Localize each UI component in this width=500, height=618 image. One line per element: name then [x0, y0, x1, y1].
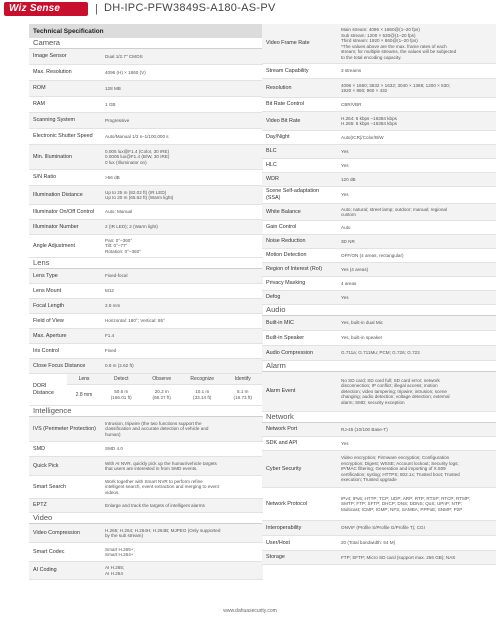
spec-key: HLC	[266, 162, 277, 169]
spec-key: Focal Length	[33, 302, 65, 309]
spec-key: Lens Mount	[33, 287, 62, 294]
spec-value: Smart H.265+; Smart H.264+	[105, 546, 135, 557]
spec-row	[29, 205, 263, 220]
spec-key: Motion Detection	[266, 252, 307, 259]
spec-row	[262, 159, 496, 173]
spec-key: Built-in Speaker	[266, 334, 305, 341]
dori-value-recognize: 10.1 m (33.14 ft)	[193, 389, 212, 400]
spec-key: Storage	[266, 554, 285, 561]
dori-lens-column	[67, 374, 101, 405]
section-video-rows	[29, 524, 263, 580]
spec-title: Technical Specification	[29, 24, 263, 38]
spec-value: RJ-45 (10/100 Base-T)	[341, 426, 388, 432]
spec-value: No SD card; SD card full; SD card error; network disconnection; IP conflict; illegal access; motion detection; video tampering; tripwire; intrusion; scene changing; audio detection; voltage detection; external alarm; SMD; security exception	[341, 377, 450, 405]
spec-key: Defog	[266, 294, 281, 301]
spec-value: With AI NVR, quickly pick up the human/vehicle targets that users are interested in from SMD events.	[105, 460, 217, 471]
spec-value: >56 dB	[105, 174, 120, 180]
spec-value: IPv4; IPv6; HTTP; TCP; UDP; ARP; RTP; RTSP; RTCP; RTMP; SMTP; FTP; SFTP; DHCP; DNS; DDNS; QoS; UPnP; NTP; Multicast; ICMP; IGMP; NFS; SAMBA; PPPoE; SNMP; P2P	[341, 495, 471, 512]
right-spec-column	[262, 24, 496, 565]
spec-row	[262, 551, 496, 565]
spec-row	[262, 187, 496, 204]
spec-value: Main stream: 4096 × 1860@(1–20 fps) Sub stream: 1200 × 530@(1–20 fps) Third stream: 1920 × 860@(1–20 fps) *The values above are the max. frame rates of each stream; for multiple streams, the values will be subjected to the total encoding capacity.	[341, 27, 457, 60]
spec-key: Min. Illumination	[33, 153, 72, 160]
spec-key: Noise Reduction	[266, 238, 306, 245]
section-network-rows	[262, 423, 496, 565]
spec-key: Video Frame Rate	[266, 40, 310, 47]
spec-key: IVS (Perimeter Protection)	[33, 425, 96, 432]
spec-key: Electronic Shutter Speed	[33, 133, 93, 140]
section-video-heading: Video	[29, 513, 263, 524]
spec-value: 0.005 lux@F1.4 (Color, 30 IRE) 0.0005 lux@F1.4 (B/W, 30 IRE) 0 lux (Illuminator on)	[105, 148, 170, 165]
spec-value: Horizontal: 180°; Vertical: 86°	[105, 318, 165, 324]
footer-url: www.dahuasecurity.com	[223, 608, 277, 614]
spec-row	[29, 562, 263, 580]
spec-value: Dual 1/2.7" CMOS	[105, 53, 143, 59]
spec-key: S/N Ratio	[33, 174, 57, 181]
spec-value: G.711a; G.711Mu; PCM; G.726; G.723	[341, 350, 420, 356]
spec-key: ROM	[33, 85, 46, 92]
spec-key: Alarm Event	[266, 388, 296, 395]
spec-value: 4096 (H) × 1860 (V)	[105, 69, 146, 75]
spec-row	[262, 249, 496, 263]
dori-header-observe: Observe	[142, 374, 183, 385]
spec-value: CBR/VBR	[341, 101, 362, 107]
spec-value: OFF/ON (4 areas, rectangular)	[341, 252, 404, 258]
spec-key: Network Protocol	[266, 500, 308, 507]
spec-value: 120 dB	[341, 176, 356, 182]
spec-value: 3 streams	[341, 68, 362, 74]
spec-key: Illuminator Number	[33, 223, 79, 230]
spec-row	[262, 488, 496, 521]
spec-row	[262, 263, 496, 277]
spec-value: Yes, built-in dual Mic	[341, 320, 383, 326]
spec-row	[29, 359, 263, 374]
spec-key: Video Compression	[33, 529, 80, 536]
dori-values-grid	[101, 374, 263, 405]
spec-key: Built-in MIC	[266, 319, 294, 326]
spec-key: Image Sensor	[33, 53, 67, 60]
spec-value: Intrusion, tripwire (the two functions support the classification and accurate detection of vehicle and human)	[105, 420, 209, 437]
section-network-heading: Network	[262, 412, 496, 423]
spec-value: Enlarge and track the targets of intelligent alarms	[105, 502, 205, 508]
spec-value: Yes	[341, 294, 349, 300]
spec-row	[29, 329, 263, 344]
spec-row	[29, 113, 263, 129]
spec-row	[262, 316, 496, 331]
spec-row	[29, 499, 263, 513]
spec-key: Smart Search	[33, 483, 66, 490]
spec-key: SMD	[33, 445, 45, 452]
spec-row	[29, 314, 263, 329]
spec-key: Angle Adjustment	[33, 242, 75, 249]
spec-key: White Balance	[266, 208, 301, 215]
spec-row	[262, 173, 496, 187]
spec-value: 3D NR	[341, 238, 355, 244]
spec-value: SMD 4.0	[105, 446, 123, 452]
section-camera-heading: Camera	[29, 38, 263, 49]
spec-value: 0.8 m (2.62 ft)	[105, 363, 134, 369]
spec-key: Field of View	[33, 317, 64, 324]
spec-value: Fixed-focal	[105, 273, 128, 279]
spec-key: Region of Interest (RoI)	[266, 266, 323, 273]
spec-row	[262, 521, 496, 536]
spec-key: Network Port	[266, 426, 298, 433]
spec-value: Yes	[341, 148, 349, 154]
spec-row	[29, 186, 263, 205]
section-video-continued-rows	[262, 24, 496, 305]
wizsense-logo: Wiz Sense	[4, 2, 88, 16]
spec-value: 2.8 mm	[105, 303, 121, 309]
spec-row	[29, 65, 263, 81]
spec-row	[29, 457, 263, 476]
spec-value: Yes (4 areas)	[341, 266, 369, 272]
spec-key: Quick Pick	[33, 462, 59, 469]
spec-key: BLC	[266, 148, 277, 155]
header-separator: |	[95, 3, 98, 15]
dori-header-recognize: Recognize	[182, 374, 223, 385]
spec-key: Scanning System	[33, 117, 75, 124]
spec-row	[29, 235, 263, 258]
spec-value: 20 (Total bandwidth: 64 M)	[341, 540, 396, 546]
spec-row	[29, 170, 263, 186]
spec-row	[262, 145, 496, 159]
spec-row	[29, 344, 263, 359]
section-camera-rows	[29, 49, 263, 258]
spec-row	[29, 417, 263, 442]
spec-row	[262, 451, 496, 488]
spec-value: Auto; natural; street lamp; outdoor; manual; regional custom	[341, 206, 447, 217]
spec-row	[262, 204, 496, 221]
spec-value: Progressive	[105, 117, 130, 123]
section-alarm-heading: Alarm	[262, 361, 496, 372]
dori-value-identify: 5.1 m (16.73 ft)	[233, 389, 252, 400]
spec-value: 4 areas	[341, 280, 357, 286]
spec-row	[29, 442, 263, 457]
spec-value: H.264: 6 kbps –16384 kbps H.265: 6 kbps –16384 kbps	[341, 115, 397, 126]
spec-row	[29, 220, 263, 235]
spec-key: Video Bit Rate	[266, 117, 301, 124]
section-lens-rows	[29, 269, 263, 374]
spec-key: Audio Compression	[266, 349, 314, 356]
spec-row	[29, 81, 263, 97]
dori-value-detect: 50.6 m (166.01 ft)	[110, 389, 132, 400]
spec-row	[262, 346, 496, 361]
spec-key: User/Host	[266, 539, 290, 546]
spec-row	[29, 476, 263, 499]
spec-row	[262, 221, 496, 235]
dori-label: DORI Distance	[33, 383, 54, 396]
spec-key: Max. Aperture	[33, 332, 67, 339]
spec-value: Fixed	[105, 348, 117, 354]
spec-row	[29, 145, 263, 170]
spec-key: Max. Resolution	[33, 69, 72, 76]
spec-key: Illuminator On/Off Control	[33, 208, 95, 215]
spec-key: Stream Capability	[266, 67, 309, 74]
spec-key: WDR	[266, 176, 279, 183]
spec-key: Resolution	[266, 84, 292, 91]
spec-row	[29, 524, 263, 543]
dori-header-detect: Detect	[101, 374, 142, 385]
spec-value: Auto(ICR)/Color/B/W	[341, 134, 384, 140]
spec-row	[262, 437, 496, 451]
spec-row	[262, 423, 496, 437]
spec-value: Auto; Manual	[105, 209, 133, 215]
spec-key: SDK and API	[266, 440, 298, 447]
dori-distance-table	[29, 374, 263, 406]
spec-value: 2 (IR LED); 2 (Warm light)	[105, 224, 158, 230]
section-lens-heading: Lens	[29, 258, 263, 269]
spec-value: 1 GB	[105, 101, 116, 107]
spec-value: Auto/Manual 1/3 s–1/100,000 s	[105, 133, 169, 139]
spec-key: Scene Self-adaptation (SSA)	[266, 188, 320, 201]
spec-key: RAM	[33, 101, 45, 108]
spec-key: AI Coding	[33, 567, 57, 574]
spec-value: Auto	[341, 224, 351, 230]
spec-key: Privacy Masking	[266, 280, 306, 287]
spec-value: ONVIF (Profile S/Profile G/Profile T); CGI	[341, 525, 425, 531]
spec-key: Gain Control	[266, 224, 297, 231]
spec-value: Video encryption; Firmware encryption; Configuration encryption; Digest; WSSE; Account lockout; Security logs; IP/MAC filtering; Generation and importing of X.509 certification; syslog; HTTPS; 802.1x; Trusted boot; Trusted execution; Trusted upgrade	[341, 455, 460, 483]
spec-key: Iris Control	[33, 347, 60, 354]
spec-row	[29, 97, 263, 113]
left-spec-column	[29, 24, 263, 580]
spec-row	[262, 79, 496, 98]
section-audio-heading: Audio	[262, 305, 496, 316]
spec-row	[29, 543, 263, 562]
spec-key: Lens Type	[33, 272, 58, 279]
spec-key: EPTZ	[33, 502, 47, 509]
spec-row	[29, 49, 263, 65]
spec-row	[262, 98, 496, 112]
spec-value: F1.4	[105, 333, 115, 339]
dori-header-identify: Identify	[223, 374, 264, 385]
section-intelligence-heading: Intelligence	[29, 406, 263, 417]
spec-key: Smart Codec	[33, 548, 65, 555]
spec-row	[262, 64, 496, 79]
spec-value: Yes, built-in speaker	[341, 335, 383, 341]
spec-value: FTP; SFTP; Micro SD card (support max. 256 GB); NAS	[341, 554, 456, 560]
spec-row	[262, 131, 496, 145]
spec-row	[29, 129, 263, 145]
spec-value: Yes	[341, 440, 349, 446]
spec-key: Close Focus Distance	[33, 362, 86, 369]
spec-row	[262, 235, 496, 249]
spec-row	[262, 372, 496, 412]
spec-key: Day/Night	[266, 134, 290, 141]
spec-row	[262, 536, 496, 551]
section-alarm-rows	[262, 372, 496, 412]
section-intelligence-rows	[29, 417, 263, 513]
model-number: DH-IPC-PFW3849S-A180-AS-PV	[104, 2, 276, 14]
spec-row	[262, 112, 496, 131]
spec-key: Illumination Distance	[33, 191, 83, 198]
section-audio-rows	[262, 316, 496, 361]
spec-row	[262, 291, 496, 305]
spec-value: 4096 × 1860; 3632 × 1632; 3040 × 1368; 1200 × 530; 1920 × 860; 960 × 432	[341, 82, 451, 93]
spec-value: Pan: 0°–360° Tilt: 0°–77° Rotation: 0°–360°	[105, 237, 142, 254]
spec-row	[29, 299, 263, 314]
spec-row	[29, 269, 263, 284]
spec-key: Cyber Security	[266, 465, 302, 472]
spec-value: Up to 25 m (82.02 ft) (IR LED) Up to 20 m (65.62 ft) (Warm light)	[105, 189, 174, 200]
spec-value: M12	[105, 288, 114, 294]
spec-value: Yes	[341, 162, 349, 168]
spec-value: AI H.265; AI H.264	[105, 565, 125, 576]
page-header	[0, 0, 500, 17]
spec-key: Bit Rate Control	[266, 101, 305, 108]
spec-row	[262, 24, 496, 64]
spec-row	[262, 277, 496, 291]
spec-value: Work together with Smart NVR to perform refine intelligent search, event extraction and merging to event videos.	[105, 478, 219, 495]
spec-value: 128 MB	[105, 85, 121, 91]
dori-value-observe: 20.2 m (66.27 ft)	[152, 389, 171, 400]
spec-value: H.265; H.264; H.264H; H.264B; MJPEG (Only supported by the sub stream)	[105, 527, 221, 538]
spec-row	[29, 284, 263, 299]
spec-row	[262, 331, 496, 346]
spec-value: Yes	[341, 192, 349, 198]
dori-lens-header: Lens	[67, 374, 101, 385]
dori-lens-value: 2.8 mm	[75, 392, 93, 398]
spec-key: Interoperability	[266, 524, 302, 531]
